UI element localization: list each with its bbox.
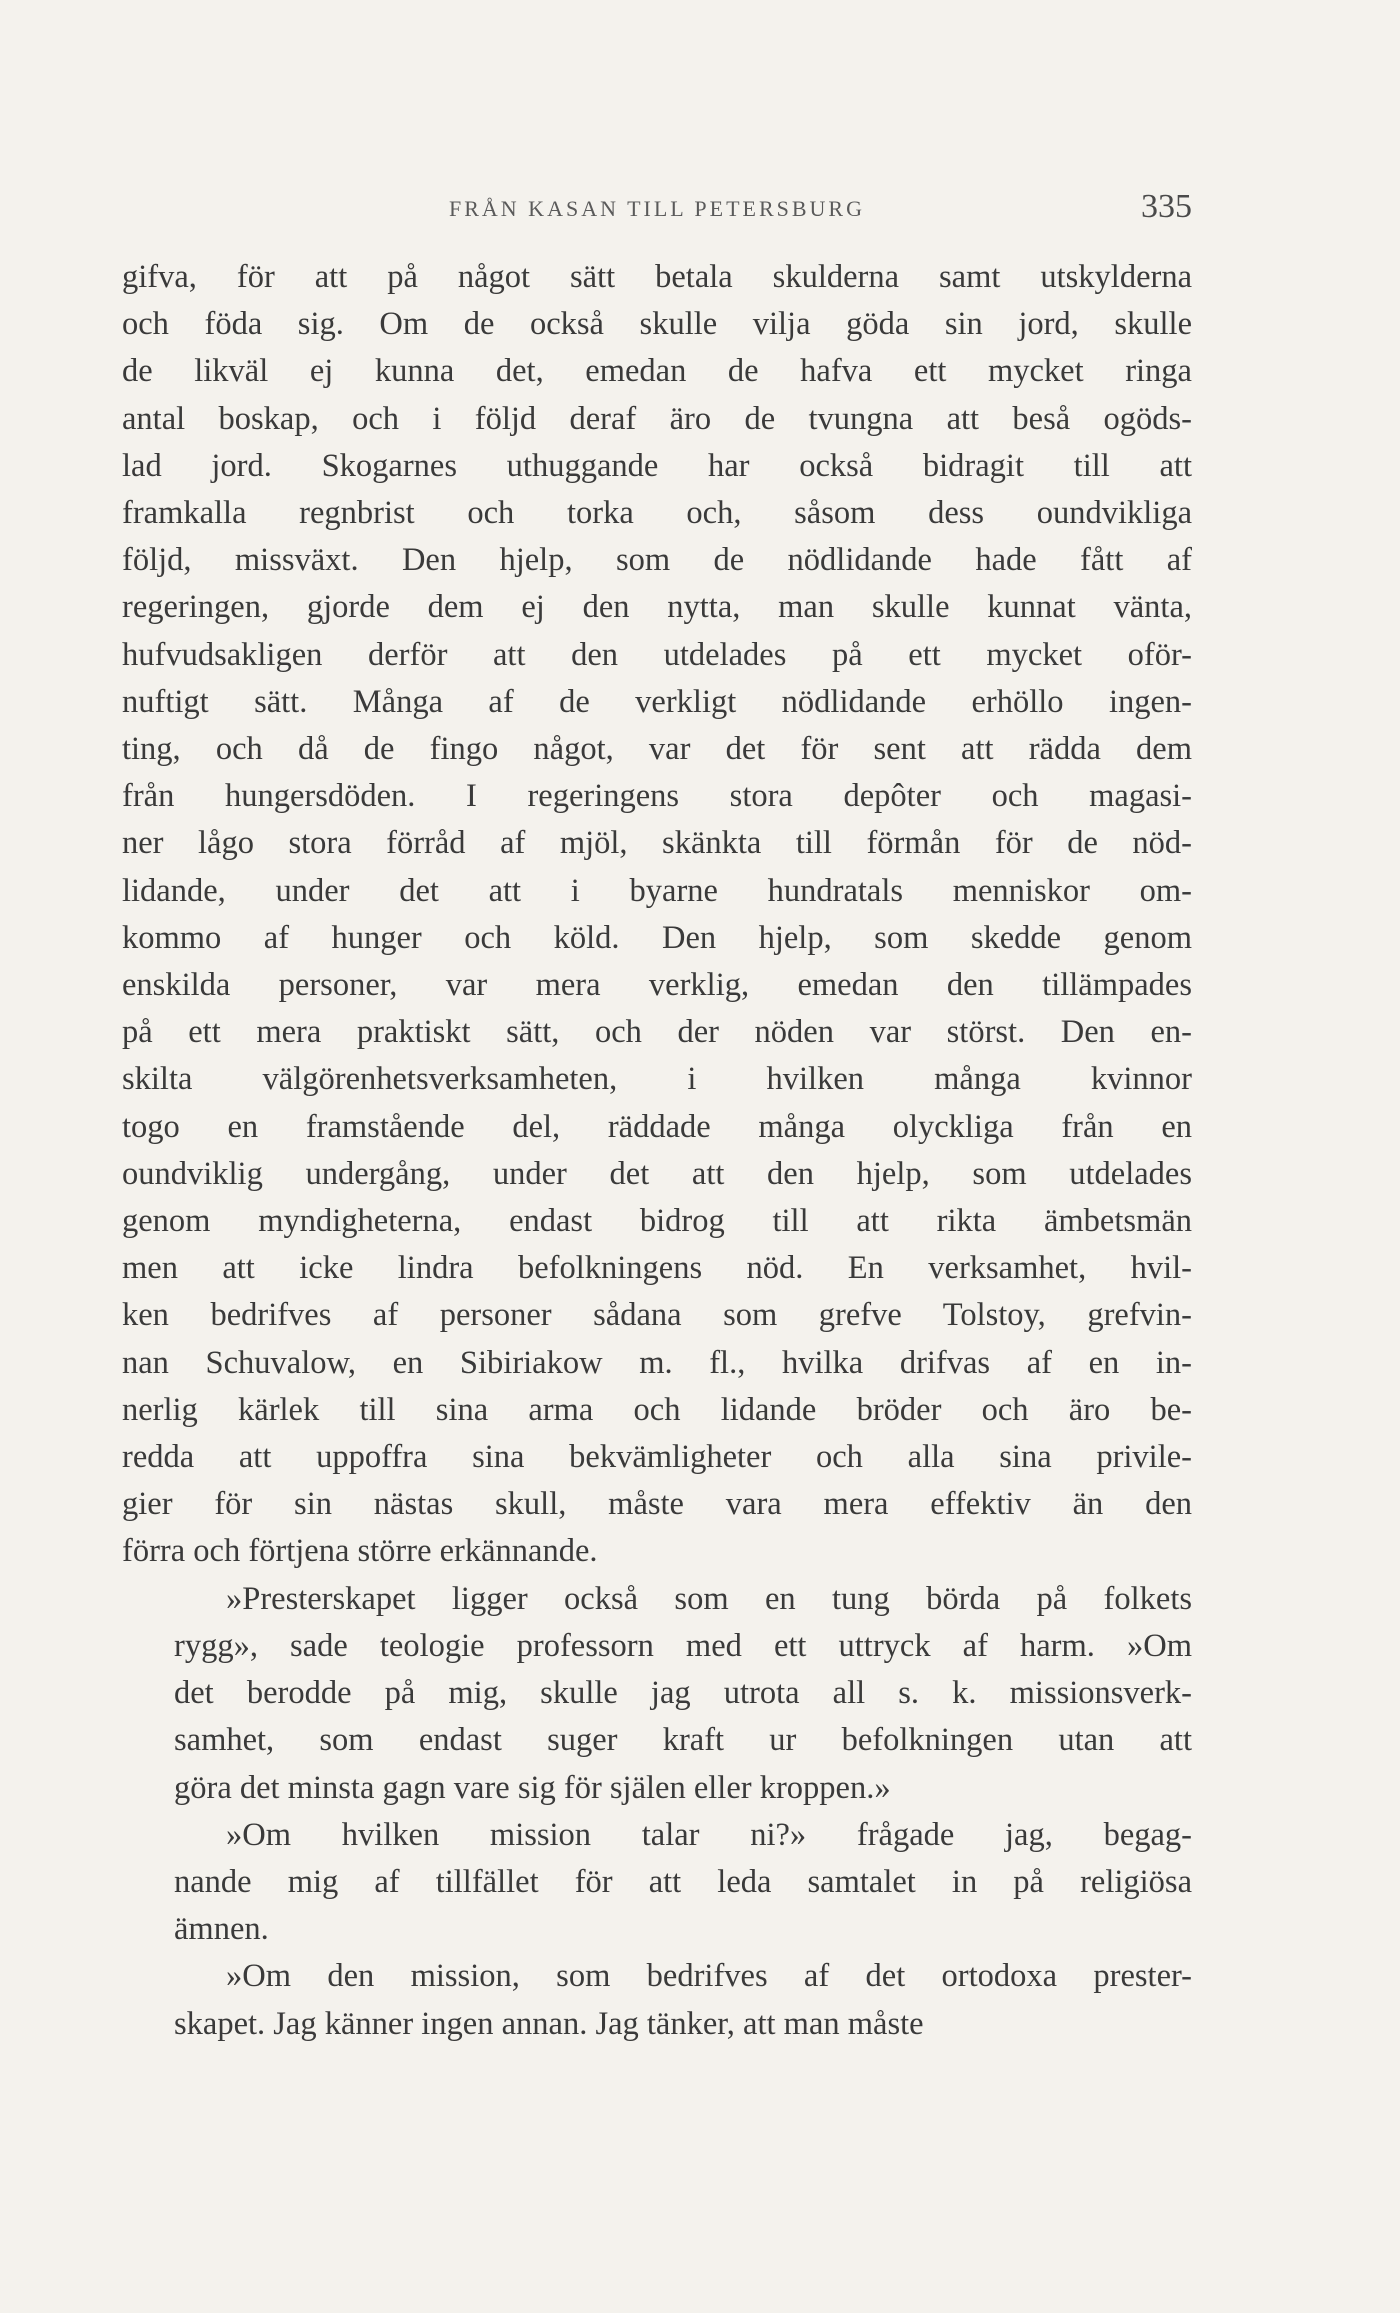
text-line: de likväl ej kunna det, emedan de hafva ett mycket ringa <box>122 353 1192 390</box>
text-line: redda att uppoffra sina bekvämligheter och alla sina privile- <box>122 1439 1192 1476</box>
text-line: lidande, under det att i byarne hundratals menniskor om- <box>122 872 1192 909</box>
text-line: ting, och då de fingo något, var det för sent att rädda dem <box>122 731 1192 768</box>
text-line: nuftigt sätt. Många af de verkligt nödlidande erhöllo ingen- <box>122 683 1192 720</box>
text-line: antal boskap, och i följd deraf äro de tvungna att beså ogöds- <box>122 400 1192 437</box>
paragraph <box>122 1953 1192 2047</box>
page-number: 335 <box>1141 188 1192 225</box>
page-header <box>122 188 1192 228</box>
text-line: på ett mera praktiskt sätt, och der nöden var störst. Den en- <box>122 1014 1192 1051</box>
text-line: från hungersdöden. I regeringens stora depôter och magasi- <box>122 778 1192 815</box>
text-line: togo en framstående del, räddade många olyckliga från en <box>122 1108 1192 1145</box>
body-text <box>122 254 1192 2048</box>
text-line: men att icke lindra befolkningens nöd. En verksamhet, hvil- <box>122 1250 1192 1287</box>
text-line: nerlig kärlek till sina arma och lidande bröder och äro be- <box>122 1391 1192 1428</box>
text-line: rygg», sade teologie professorn med ett uttryck af harm. »Om <box>174 1627 1192 1664</box>
text-line: ner lågo stora förråd af mjöl, skänkta till förmån för de nöd- <box>122 825 1192 862</box>
text-line: oundviklig undergång, under det att den hjelp, som utdelades <box>122 1155 1192 1192</box>
running-head: FRÅN KASAN TILL PETERSBURG <box>449 196 865 221</box>
paragraph <box>122 1576 1192 1812</box>
text-line: följd, missväxt. Den hjelp, som de nödlidande hade fått af <box>122 542 1192 579</box>
text-line: enskilda personer, var mera verklig, emedan den tillämpades <box>122 967 1192 1004</box>
text-line: regeringen, gjorde dem ej den nytta, man skulle kunnat vänta, <box>122 589 1192 626</box>
text-line: göra det minsta gagn vare sig för själen eller kroppen.» <box>174 1769 891 1806</box>
text-line: ämnen. <box>174 1911 269 1948</box>
text-line: ken bedrifves af personer sådana som grefve Tolstoy, grefvin- <box>122 1297 1192 1334</box>
text-line: gier för sin nästas skull, måste vara mera effektiv än den <box>122 1486 1192 1523</box>
text-line: samhet, som endast suger kraft ur befolkningen utan att <box>174 1722 1192 1759</box>
text-line: och föda sig. Om de också skulle vilja göda sin jord, skulle <box>122 306 1192 343</box>
text-line: framkalla regnbrist och torka och, såsom dess oundvikliga <box>122 495 1192 532</box>
text-line: förra och förtjena större erkännande. <box>122 1533 598 1570</box>
text-line: skapet. Jag känner ingen annan. Jag tänker, att man måste <box>174 2005 924 2042</box>
text-line: lad jord. Skogarnes uthuggande har också bidragit till att <box>122 447 1192 484</box>
text-line: genom myndigheterna, endast bidrog till att rikta ämbetsmän <box>122 1203 1192 1240</box>
text-line: »Om den mission, som bedrifves af det ortodoxa prester- <box>226 1958 1192 1995</box>
text-line: gifva, för att på något sätt betala skulderna samt utskylderna <box>122 259 1192 295</box>
text-line: »Om hvilken mission talar ni?» frågade jag, begag- <box>226 1816 1192 1853</box>
text-line: »Presterskapet ligger också som en tung börda på folkets <box>226 1580 1192 1617</box>
text-line: nan Schuvalow, en Sibiriakow m. fl., hvilka drifvas af en in- <box>122 1344 1192 1381</box>
text-line: kommo af hunger och köld. Den hjelp, som skedde genom <box>122 919 1192 956</box>
text-line: hufvudsakligen derför att den utdelades på ett mycket oför- <box>122 636 1192 673</box>
text-line: nande mig af tillfället för att leda samtalet in på religiösa <box>174 1863 1192 1900</box>
text-line: det berodde på mig, skulle jag utrota all s. k. missionsverk- <box>174 1675 1192 1712</box>
paragraph <box>122 254 1192 1576</box>
text-line: skilta välgörenhetsverksamheten, i hvilken många kvinnor <box>122 1061 1192 1098</box>
paragraph <box>122 1812 1192 1954</box>
